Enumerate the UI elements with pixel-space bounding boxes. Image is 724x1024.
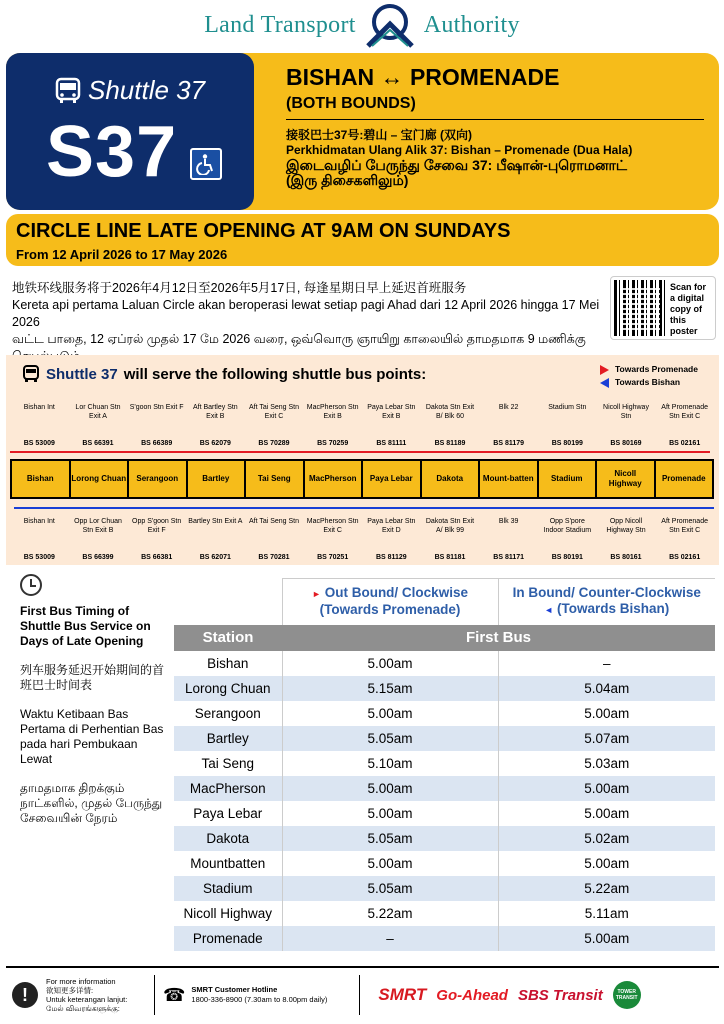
- outbound-time: –: [282, 926, 498, 951]
- bus-stop-name: S'goon Stn Exit F: [129, 404, 184, 411]
- route-line-ta: இடைவழிப் பேருந்து சேவை 37: பீஷான்-புரொமனாட்: [286, 157, 627, 173]
- bus-stop: [129, 403, 185, 448]
- station-cell: Promenade: [174, 926, 282, 951]
- station-cell: Dakota: [174, 826, 282, 851]
- bus-stop-code: BS 80199: [551, 440, 583, 447]
- intro-ta: வட்ட பாதை, 12 ஏப்ரல் முதல் 17 மே 2026 வரை, ஒவ்வொரு ஞாயிறு காலையில் தாமதமாக 9 மணிக்கு: [12, 332, 586, 346]
- bus-stop: [598, 517, 654, 562]
- smrt-logo: SMRT: [378, 985, 427, 1004]
- route-legend: Towards Promenade Towards Bishan: [600, 363, 698, 389]
- outbound-time: 5.15am: [282, 676, 498, 701]
- inbound-time: 5.00am: [498, 776, 715, 801]
- inbound-time: 5.02am: [498, 826, 715, 851]
- bus-stop-name: Lor Chuan Stn Exit A: [75, 404, 121, 420]
- inbound-time: –: [498, 651, 715, 676]
- inbound-time: 5.00am: [498, 926, 715, 951]
- station-cell: MacPherson: [305, 461, 364, 497]
- station-cell: MacPherson: [174, 776, 282, 801]
- bus-stop-code: BS 81189: [434, 440, 466, 447]
- station-column-header: Station: [174, 625, 282, 651]
- outbound-arrow-line: [10, 451, 710, 453]
- lta-name-left: Land Transport: [204, 11, 356, 38]
- bus-stop-name: Blk 39: [498, 518, 519, 525]
- bus-stop: [129, 517, 185, 562]
- route-map-service: Shuttle 37: [46, 365, 118, 383]
- qr-code-icon[interactable]: [614, 280, 666, 336]
- table-row: [174, 676, 715, 701]
- inbound-time: 5.04am: [498, 676, 715, 701]
- outbound-time: 5.00am: [282, 851, 498, 876]
- table-row: [174, 851, 715, 876]
- bus-stop: [481, 403, 537, 448]
- table-row: [174, 776, 715, 801]
- inbound-heading: In Bound/ Counter-Clockwise ◄ (Towards Bishan): [498, 579, 715, 625]
- lta-logo-icon: [362, 2, 418, 48]
- intro-zh: 地铁环线服务将于2026年4月12日至2026年5月17日, 每逢星期日早上延迟首班服务: [12, 281, 467, 295]
- bus-stop-code: BS 80191: [551, 554, 583, 561]
- service-code: S37: [46, 112, 178, 192]
- station-cell: Bartley: [174, 726, 282, 751]
- station-cell: Paya Lebar: [193, 805, 263, 821]
- bus-stop-code: BS 81129: [375, 554, 407, 561]
- station-cell: Bartley: [188, 461, 247, 497]
- service-name: Shuttle 37: [88, 75, 206, 105]
- bus-stop-code: BS 66391: [82, 440, 114, 447]
- bus-stop: [598, 403, 654, 448]
- bus-stop-name: Aft Tai Seng Stn: [248, 518, 300, 525]
- station-cell: Serangoon: [194, 705, 261, 721]
- station-cell: Mount-batten: [480, 461, 539, 497]
- bus-stop: [246, 517, 302, 562]
- bus-stop: [539, 403, 595, 448]
- bus-stop: [481, 517, 537, 562]
- bus-stop: [246, 403, 302, 448]
- bus-stop-code: BS 66381: [141, 554, 173, 561]
- bus-stop: [363, 403, 419, 448]
- service-badge: [6, 53, 254, 210]
- station-cell: Promenade: [661, 474, 706, 483]
- station-cell: Dakota: [422, 461, 481, 497]
- table-row: [174, 751, 715, 776]
- bus-stop-name: Opp Nicoll Highway Stn: [606, 518, 646, 534]
- table-row: [174, 651, 715, 676]
- route-title: [286, 64, 716, 188]
- outbound-time: 5.05am: [282, 826, 498, 851]
- inbound-time: 5.07am: [498, 726, 715, 751]
- footer: [6, 966, 719, 1022]
- bus-stop-code: BS 53009: [23, 554, 55, 561]
- inbound-time: 5.00am: [498, 801, 715, 826]
- bus-stop-name: Bishan Int: [23, 518, 55, 525]
- table-row: [174, 726, 715, 751]
- bus-stop-name: Blk 22: [498, 404, 519, 411]
- bus-stop-code: BS 81179: [493, 440, 525, 447]
- outbound-time: 5.00am: [282, 701, 498, 726]
- side-text-ta: தாமதமாக திறக்கும் நாட்களில், முதல் பேருந்து சேவையின் நேரம்: [20, 781, 163, 825]
- route-map: [6, 355, 719, 565]
- route-line-ta-2: (இரு திசைகளிலும்): [286, 172, 409, 188]
- bus-stop-code: BS 81111: [376, 440, 407, 447]
- station-cell: Mountbatten: [190, 855, 266, 871]
- station-bar: [10, 459, 714, 499]
- bus-stop: [187, 517, 243, 562]
- station-cell: Nicoll Highway: [597, 461, 656, 497]
- inbound-time: 5.00am: [498, 851, 715, 876]
- qr-caption: Scan for a digital copy of this poster: [670, 282, 707, 336]
- bus-stop-code: BS 02161: [669, 440, 701, 447]
- outbound-time: 5.10am: [282, 751, 498, 776]
- route-line-ms: Perkhidmatan Ulang Alik 37: Bishan – Promenade (Dua Hala): [286, 143, 633, 157]
- outbound-time: 5.05am: [282, 726, 498, 751]
- route-map-heading-text: will serve the following shuttle bus points:: [123, 365, 427, 383]
- bus-stop: [11, 517, 67, 562]
- bus-stop: [11, 403, 67, 448]
- bus-stop-name: Aft Bartley Stn Exit B: [192, 404, 238, 420]
- bus-stop-name: Bishan Int: [23, 404, 55, 411]
- bus-stop: [70, 403, 126, 448]
- bus-stop: [187, 403, 243, 448]
- blue-arrow-icon: [600, 378, 609, 388]
- first-bus-timetable: [174, 578, 715, 951]
- bus-stop-code: BS 62071: [199, 554, 231, 561]
- bus-stop-code: BS 70259: [317, 440, 349, 447]
- inbound-time: 5.03am: [498, 751, 715, 776]
- bus-stop-code: BS 81171: [493, 554, 525, 561]
- bus-stop-name: Stadium Stn: [548, 404, 587, 411]
- bus-stop-name: Opp Lor Chuan Stn Exit B: [74, 518, 122, 534]
- bus-stop: [657, 517, 713, 562]
- bus-stop-code: BS 81181: [434, 554, 466, 561]
- outbound-time: 5.00am: [282, 801, 498, 826]
- outbound-time: 5.22am: [282, 901, 498, 926]
- intro-text: [12, 280, 610, 365]
- side-text-en: First Bus Timing of Shuttle Bus Service on Days of Late Opening: [20, 604, 151, 648]
- bus-stop-name: Aft Promenade Stn Exit C: [661, 518, 708, 534]
- inbound-time: 5.22am: [498, 876, 715, 901]
- bus-stop-code: BS 70289: [258, 440, 290, 447]
- hotline: SMRT Customer Hotline 1800-336-8900 (7.30am to 8.00pm daily): [191, 985, 328, 1004]
- outbound-time: 5.00am: [282, 651, 498, 676]
- divider: [286, 119, 704, 120]
- station-cell: Paya Lebar: [363, 461, 422, 497]
- bus-stop-name: Dakota Stn Exit A/ Blk 99: [425, 518, 475, 534]
- bus-stop-code: BS 70281: [258, 554, 290, 561]
- clock-icon: [20, 574, 42, 596]
- go-ahead-logo: Go-Ahead: [436, 986, 508, 1004]
- bus-stop-name: Opp S'goon Stn Exit F: [132, 518, 182, 534]
- table-row: [174, 801, 715, 826]
- bus-stop-code: BS 02161: [669, 554, 701, 561]
- outbound-time: 5.05am: [282, 876, 498, 901]
- table-row: [174, 926, 715, 951]
- bus-stop: [422, 517, 478, 562]
- station-cell: Tai Seng: [201, 755, 255, 771]
- side-text-ms: Waktu Ketibaan Bas Pertama di Perhentian Bas pada hari Pembukaan Lewat: [20, 707, 164, 766]
- bus-stop-name: Paya Lebar Stn Exit B: [367, 404, 416, 420]
- sbs-transit-logo: SBS Transit: [517, 986, 603, 1004]
- station-cell: Stadium: [539, 461, 598, 497]
- bus-stop-code: BS 80169: [610, 440, 642, 447]
- bus-stop-code: BS 66399: [82, 554, 114, 561]
- station-cell: Lorong Chuan: [71, 461, 130, 497]
- info-text: For more information 欲知更多详情: Untuk keterangan lanjut: மேல் விவரங்களுக்கு:: [46, 977, 128, 1013]
- table-row: [174, 901, 715, 926]
- phone-icon: ☎: [163, 984, 186, 1005]
- lta-name-right: Authority: [423, 11, 520, 38]
- bus-stop-name: Dakota Stn Exit B/ Blk 60: [425, 404, 475, 420]
- route-map-heading: [22, 365, 426, 383]
- bus-stop-name: Aft Promenade Stn Exit C: [661, 404, 708, 420]
- bus-icon: [22, 365, 40, 383]
- bus-stop-code: BS 66389: [141, 440, 173, 447]
- bus-stop-name: Bartley Stn Exit A: [188, 518, 243, 525]
- station-cell: Lorong Chuan: [174, 676, 282, 701]
- outbound-time: 5.00am: [282, 776, 498, 801]
- bus-stop-code: BS 62079: [199, 440, 231, 447]
- side-text-zh: 列车服务延迟开始期间的首班巴士时间表: [20, 663, 165, 692]
- late-opening-notice: [6, 214, 719, 266]
- bus-stop: [657, 403, 713, 448]
- route-line-zh: 接驳巴士37号:碧山 – 宝门廊 (双向): [286, 128, 473, 142]
- wheelchair-icon: [190, 148, 222, 180]
- station-cell: Nicoll Highway: [183, 905, 273, 921]
- station-cell: Stadium: [174, 876, 282, 901]
- bus-stop-name: Nicoll Highway Stn: [603, 404, 649, 420]
- timing-description: [20, 574, 170, 840]
- bus-stop-name: Opp S'pore Indoor Stadium: [543, 518, 592, 534]
- station-cell: Tai Seng: [246, 461, 305, 497]
- bus-stop: [363, 517, 419, 562]
- info-icon: !: [12, 982, 38, 1008]
- table-row: [174, 826, 715, 851]
- bus-stop-code: BS 70251: [317, 554, 349, 561]
- bus-stop-name: Paya Lebar Stn Exit D: [367, 518, 416, 534]
- bus-stop-name: Aft Tai Seng Stn Exit C: [248, 404, 300, 420]
- qr-code-panel[interactable]: [610, 276, 716, 340]
- inbound-time: 5.11am: [498, 901, 715, 926]
- inbound-arrow-line: [14, 507, 714, 509]
- first-bus-column-header: First Bus: [282, 625, 715, 651]
- bus-icon: [54, 77, 82, 105]
- route-bounds: (BOTH BOUNDS): [286, 95, 416, 112]
- outbound-heading: ► Out Bound/ Clockwise (Towards Promenade): [282, 579, 498, 625]
- bus-stop: [305, 517, 361, 562]
- lta-header: [0, 0, 724, 50]
- notice-dates: From 12 April 2026 to 17 May 2026: [16, 247, 228, 262]
- table-row: [174, 701, 715, 726]
- intro-ms: Kereta api pertama Laluan Circle akan beroperasi lewat setiap pagi Ahad dari 12 April 2026 hingga 17 Mei 2026: [12, 298, 600, 329]
- bus-stop-name: MacPherson Stn Exit C: [306, 518, 359, 534]
- bus-stop-name: MacPherson Stn Exit B: [306, 404, 359, 420]
- bus-stop: [305, 403, 361, 448]
- inbound-time: 5.00am: [498, 701, 715, 726]
- notice-title: CIRCLE LINE LATE OPENING AT 9AM ON SUNDAYS: [16, 220, 511, 242]
- station-cell: Bishan: [207, 655, 249, 671]
- bus-stop-code: BS 80161: [610, 554, 642, 561]
- bus-stop-code: BS 53009: [23, 440, 55, 447]
- bus-stop: [70, 517, 126, 562]
- red-arrow-icon: [600, 365, 609, 375]
- route-name: BISHAN ↔ PROMENADE: [286, 64, 560, 90]
- bus-stop: [422, 403, 478, 448]
- tower-transit-logo: TOWER TRANSIT: [613, 981, 641, 1009]
- bus-stop: [539, 517, 595, 562]
- station-cell: Serangoon: [129, 461, 188, 497]
- table-row: [174, 876, 715, 901]
- station-cell: Bishan: [12, 461, 71, 497]
